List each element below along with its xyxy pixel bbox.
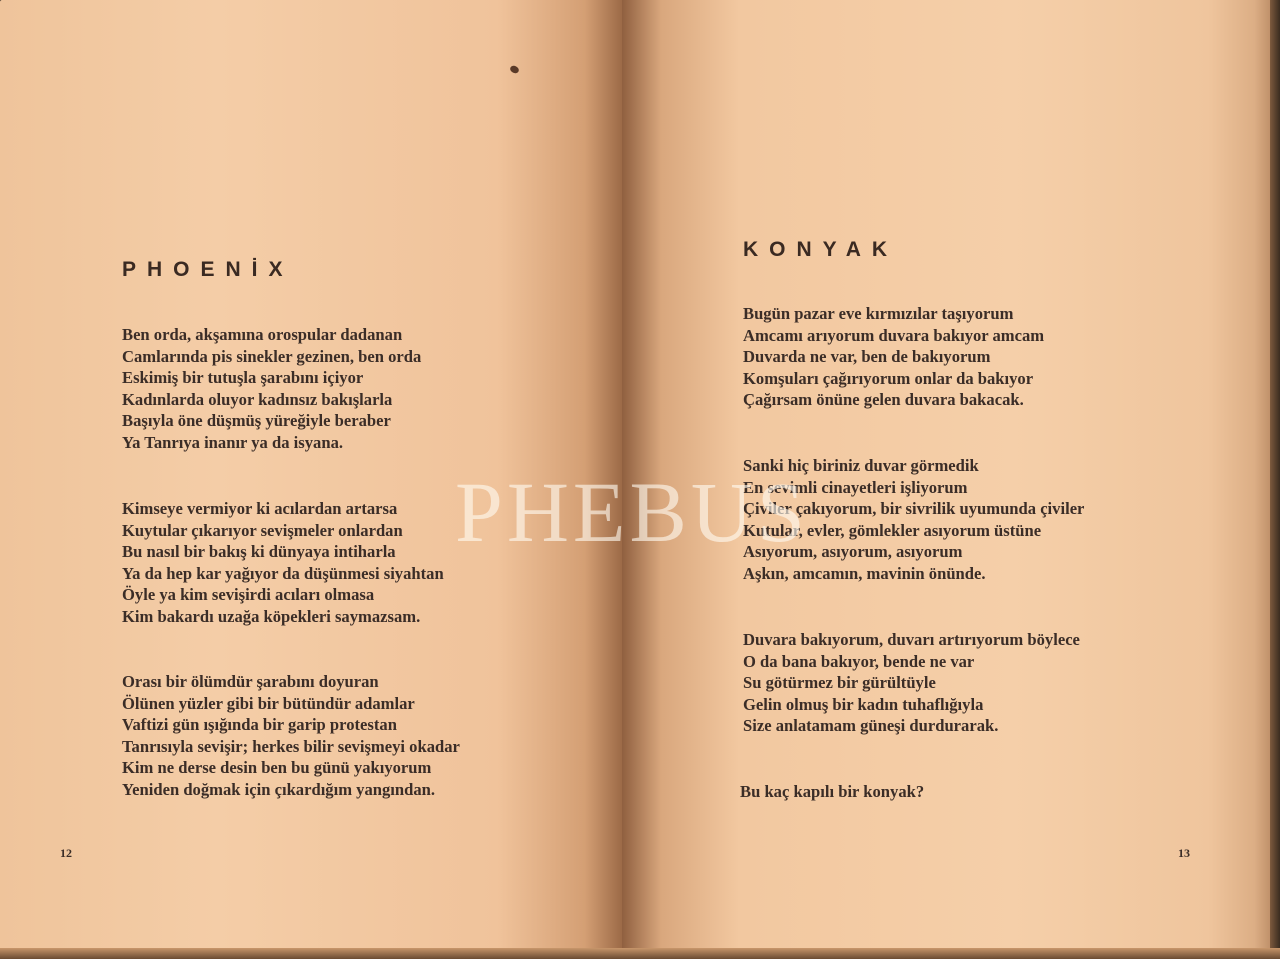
poem-line: En sevimli cinayetleri işliyorum xyxy=(743,477,968,497)
page-number-left: 12 xyxy=(60,846,72,860)
poem-line: Kimseye vermiyor ki acılardan artarsa xyxy=(122,499,398,518)
poem-line: Size anlatamam güneşi durdurarak. xyxy=(743,716,999,736)
konyak-stanza-2 xyxy=(743,455,1084,585)
poem-line: Duvarda ne var, ben de bakıyorum xyxy=(743,347,991,367)
book-edge xyxy=(1270,0,1280,959)
poem-line: Camlarında pis sinekler gezinen, ben orda xyxy=(122,346,422,366)
poem-line: Bugün pazar eve kırmızılar taşıyorum xyxy=(743,304,1014,323)
poem-line: Öyle ya kim sevişirdi acıları olmasa xyxy=(122,585,375,605)
poem-line: Yeniden doğmak için çıkardığım yangından. xyxy=(122,779,436,799)
phoenix-stanza-1 xyxy=(122,324,421,454)
poem-line: Kim ne derse desin ben bu günü yakıyorum xyxy=(122,758,432,778)
book-bottom-edge xyxy=(0,948,1280,959)
poem-line: Ya da hep kar yağıyor da düşünmesi siyahtan xyxy=(122,563,444,583)
poem-line: Ben orda, akşamına orospular dadanan xyxy=(122,325,403,344)
poem-line: Amcamı arıyorum duvara bakıyor amcam xyxy=(743,325,1045,345)
poem-line: O da bana bakıyor, bende ne var xyxy=(743,651,975,671)
poem-line: Komşuları çağırıyorum onlar da bakıyor xyxy=(743,368,1034,388)
page-number-right: 13 xyxy=(1178,846,1190,860)
poem-title-konyak: KONYAK xyxy=(743,238,899,261)
poem-line: Bu nasıl bir bakış ki dünyaya intiharla xyxy=(122,542,396,562)
poem-line: Kuytular çıkarıyor sevişmeler onlardan xyxy=(122,520,403,540)
poem-line: Orası bir ölümdür şarabını doyuran xyxy=(122,672,379,691)
poem-line: Başıyla öne düşmüş yüreğiyle beraber xyxy=(122,411,391,431)
phoenix-stanza-2 xyxy=(122,498,444,628)
konyak-closing-line xyxy=(740,781,924,803)
watermark: PHEBUS xyxy=(455,464,809,560)
left-page xyxy=(0,0,622,959)
poem-line: Eskimiş bir tutuşla şarabını içiyor xyxy=(122,368,364,388)
poem-line: Kim bakardı uzağa köpekleri saymazsam. xyxy=(122,606,421,626)
poem-line: Çiviler çakıyorum, bir sivrilik uyumunda çiviler xyxy=(743,499,1085,519)
poem-line: Ölünen yüzler gibi bir bütündür adamlar xyxy=(122,693,415,713)
poem-line: Su götürmez bir gürültüyle xyxy=(743,673,936,693)
poem-line: Ya Tanrıya inanır ya da isyana. xyxy=(122,432,344,452)
poem-line: Sanki hiç biriniz duvar görmedik xyxy=(743,456,979,475)
poem-line: Asıyorum, asıyorum, asıyorum xyxy=(743,542,963,562)
poem-line: Tanrısıyla sevişir; herkes bilir sevişmeyi okadar xyxy=(122,736,460,756)
poem-title-phoenix: PHOENİX xyxy=(122,258,294,281)
poem-line: Vaftizi gün ışığında bir garip protestan xyxy=(122,715,397,735)
poem-line: Gelin olmuş bir kadın tuhaflığıyla xyxy=(743,694,984,714)
phoenix-stanza-3 xyxy=(122,671,460,801)
konyak-stanza-3 xyxy=(743,629,1080,737)
poem-line: Kutular, evler, gömlekler asıyorum üstüne xyxy=(743,520,1042,540)
poem-line: Duvara bakıyorum, duvarı artırıyorum böylece xyxy=(743,630,1080,649)
poem-line: Bu kaç kapılı bir konyak? xyxy=(740,782,925,801)
poem-line: Kadınlarda oluyor kadınsız bakışlarla xyxy=(122,389,393,409)
poem-line: Aşkın, amcamın, mavinin önünde. xyxy=(743,563,986,583)
poem-line: Çağırsam önüne gelen duvara bakacak. xyxy=(743,390,1024,410)
konyak-stanza-1 xyxy=(743,303,1044,411)
